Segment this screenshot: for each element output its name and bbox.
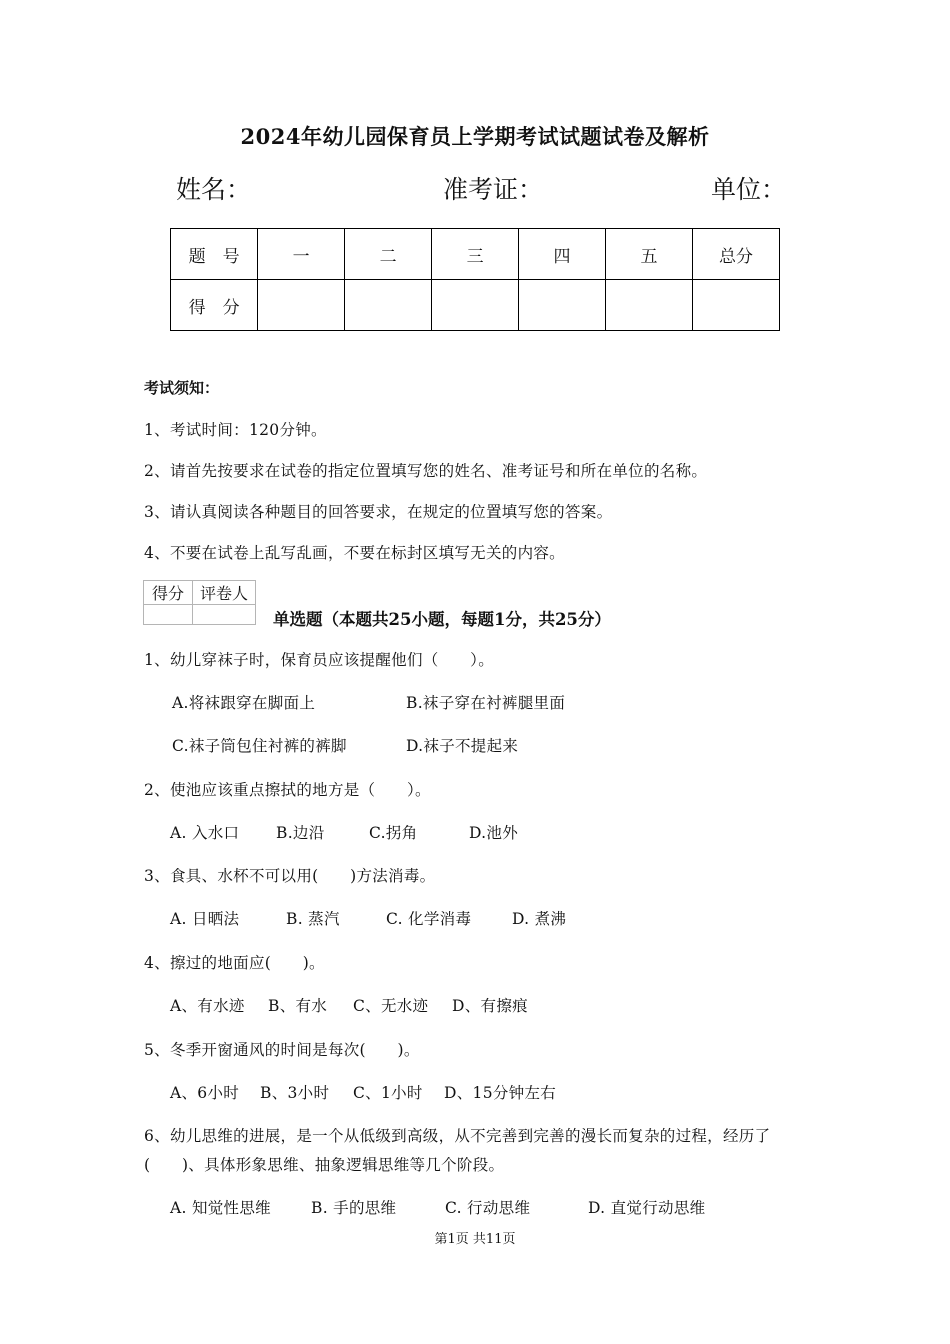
score-table-header-row: [171, 229, 780, 280]
answer-option: A. 入水口: [170, 824, 240, 842]
document-title: 2024年幼儿园保育员上学期考试试题试卷及解析: [240, 124, 710, 149]
question-stem-continued: ( )、具体形象思维、抽象逻辑思维等几个阶段。: [144, 1156, 505, 1174]
answer-option: D. 煮沸: [512, 910, 567, 928]
score-cell[interactable]: [432, 280, 519, 331]
answer-option: D、15分钟左右: [444, 1084, 557, 1102]
unit-field-label: 单位：: [711, 175, 787, 204]
score-table-header-cell: 二: [345, 229, 432, 280]
notice-item: 3、请认真阅读各种题目的回答要求，在规定的位置填写您的答案。: [144, 503, 613, 521]
answer-option: A、有水迹: [170, 997, 245, 1015]
exam-id-field-label: 准考证：: [443, 175, 544, 204]
grader-reviewer-cell[interactable]: [193, 605, 256, 625]
score-table-header-cell: 四: [519, 229, 606, 280]
score-table-header-cell: 五: [606, 229, 693, 280]
answer-option: C. 行动思维: [445, 1199, 531, 1217]
notice-item: 2、请首先按要求在试卷的指定位置填写您的姓名、准考证号和所在单位的名称。: [144, 462, 708, 480]
question-stem: 6、幼儿思维的进展，是一个从低级到高级，从不完善到完善的漫长而复杂的过程，经历了: [144, 1127, 771, 1145]
answer-option: A.将袜跟穿在脚面上: [172, 694, 316, 712]
answer-option: D.袜子不提起来: [406, 737, 519, 755]
grader-score-cell[interactable]: [144, 605, 193, 625]
answer-option: C.袜子筒包住衬裤的裤脚: [172, 737, 347, 755]
question-stem: 4、擦过的地面应( )。: [144, 954, 325, 972]
question-stem: 1、幼儿穿袜子时，保育员应该提醒他们（ ）。: [144, 651, 495, 669]
answer-option: B. 蒸汽: [286, 910, 340, 928]
answer-option: D、有擦痕: [452, 997, 528, 1015]
score-table: [170, 228, 780, 331]
answer-option: A. 知觉性思维: [170, 1199, 271, 1217]
score-cell[interactable]: [345, 280, 432, 331]
score-cell[interactable]: [258, 280, 345, 331]
score-table-header-cell: 一: [258, 229, 345, 280]
answer-option: D. 直觉行动思维: [588, 1199, 706, 1217]
name-field-label: 姓名：: [176, 175, 252, 204]
notice-item: 4、不要在试卷上乱写乱画，不要在标封区填写无关的内容。: [144, 544, 565, 562]
score-cell[interactable]: [519, 280, 606, 331]
score-cell[interactable]: [606, 280, 693, 331]
score-row-label: 得 分: [171, 280, 258, 331]
answer-option: C、无水迹: [353, 997, 429, 1015]
answer-option: B.边沿: [276, 824, 325, 842]
answer-option: C、1小时: [353, 1084, 423, 1102]
notice-item: 1、考试时间：120分钟。: [144, 421, 327, 439]
answer-option: D.池外: [469, 824, 519, 842]
answer-option: A、6小时: [170, 1084, 240, 1102]
question-stem: 2、使池应该重点擦拭的地方是（ ）。: [144, 781, 431, 799]
grader-box: [143, 580, 256, 625]
answer-option: A. 日晒法: [170, 910, 240, 928]
question-stem: 3、食具、水杯不可以用( )方法消毒。: [144, 867, 436, 885]
page-footer: 第1页 共11页: [434, 1232, 516, 1247]
grader-reviewer-label: 评卷人: [193, 581, 256, 605]
answer-option: B、有水: [268, 997, 328, 1015]
answer-option: B. 手的思维: [311, 1199, 397, 1217]
score-table-header-cell: 题 号: [171, 229, 258, 280]
question-stem: 5、冬季开窗通风的时间是每次( )。: [144, 1041, 420, 1059]
answer-option: B、3小时: [260, 1084, 330, 1102]
notice-heading: 考试须知：: [144, 379, 220, 397]
score-table-score-row: [171, 280, 780, 331]
answer-option: C.拐角: [369, 824, 418, 842]
score-table-header-cell: 总分: [692, 229, 779, 280]
answer-option: B.袜子穿在衬裤腿里面: [406, 694, 566, 712]
section-title: 单选题（本题共25小题，每题1分，共25分）: [273, 610, 611, 629]
answer-option: C. 化学消毒: [386, 910, 472, 928]
score-cell[interactable]: [692, 280, 779, 331]
grader-score-label: 得分: [144, 581, 193, 605]
score-table-header-cell: 三: [432, 229, 519, 280]
